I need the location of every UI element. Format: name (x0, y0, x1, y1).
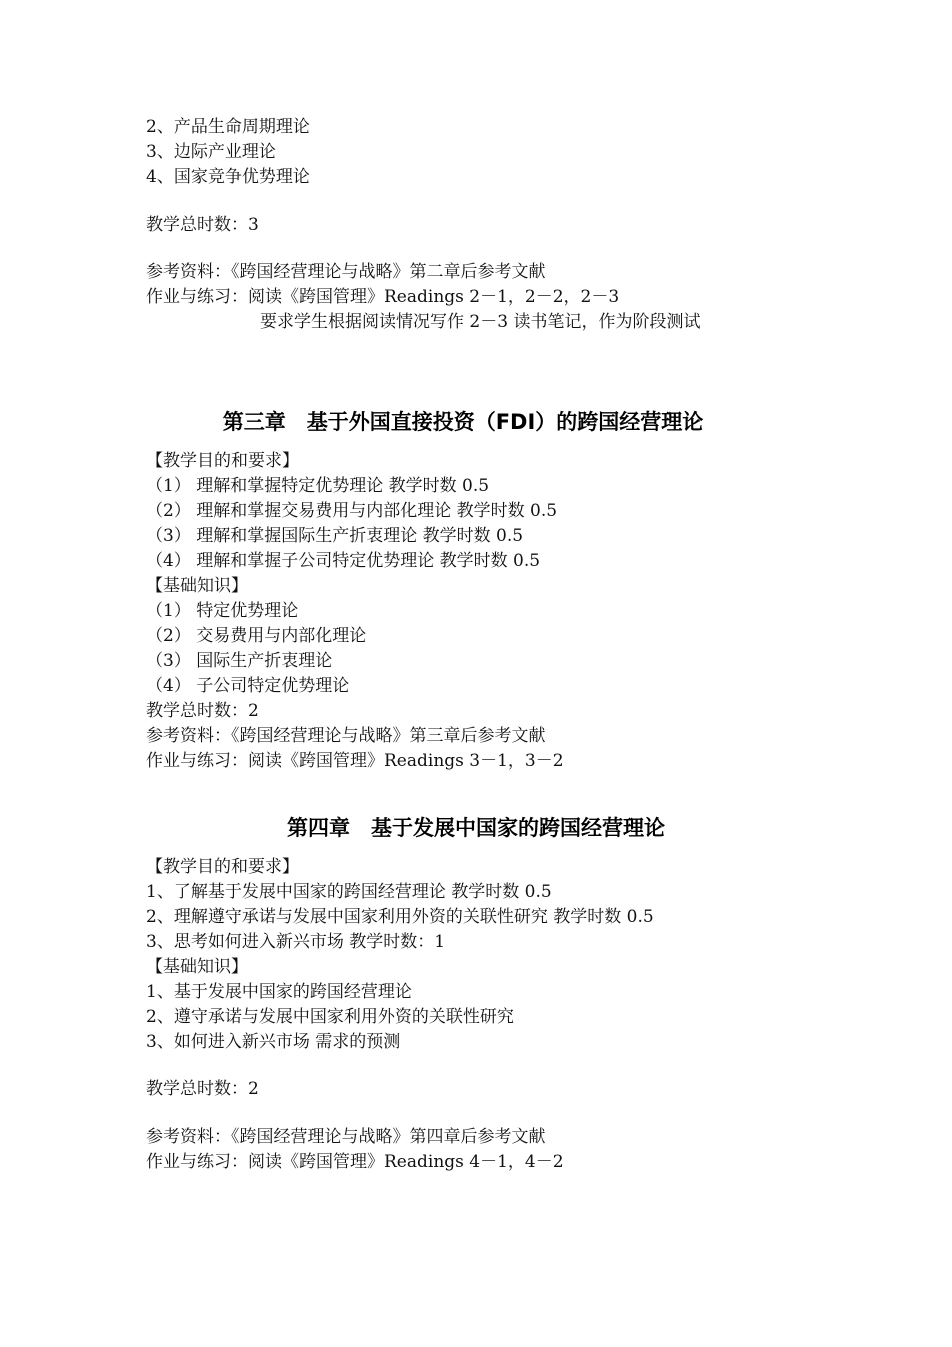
total-hours: 教学总时数：3 (146, 215, 259, 235)
homework: 作业与练习：阅读《跨国管理》Readings 2－1，2－2，2－3 (146, 287, 620, 307)
list-item: 4、国家竞争优势理论 (146, 167, 310, 187)
basics-item: （4） 子公司特定优势理论 (146, 676, 350, 696)
references: 参考资料：《跨国经营理论与战略》第四章后参考文献 (146, 1127, 546, 1147)
chapter-4-title: 第四章 基于发展中国家的跨国经营理论 (287, 816, 665, 840)
goals-label: 【教学目的和要求】 (146, 857, 299, 877)
basics-item: 2、遵守承诺与发展中国家利用外资的关联性研究 (146, 1007, 514, 1027)
goal-item: 3、思考如何进入新兴市场 教学时数：1 (146, 932, 446, 952)
basics-label: 【基础知识】 (146, 576, 248, 596)
goal-item: （3） 理解和掌握国际生产折衷理论 教学时数 0.5 (146, 526, 524, 546)
list-item: 3、边际产业理论 (146, 142, 276, 162)
total-hours: 教学总时数：2 (146, 1079, 259, 1099)
goal-item: 2、理解遵守承诺与发展中国家利用外资的关联性研究 教学时数 0.5 (146, 907, 654, 927)
homework: 作业与练习：阅读《跨国管理》Readings 4－1，4－2 (146, 1152, 564, 1172)
basics-item: （2） 交易费用与内部化理论 (146, 626, 367, 646)
basics-item: （1） 特定优势理论 (146, 601, 299, 621)
goal-item: 1、了解基于发展中国家的跨国经营理论 教学时数 0.5 (146, 882, 552, 902)
total-hours: 教学总时数：2 (146, 701, 259, 721)
basics-item: （3） 国际生产折衷理论 (146, 651, 333, 671)
basics-item: 3、如何进入新兴市场 需求的预测 (146, 1032, 401, 1052)
basics-label: 【基础知识】 (146, 957, 248, 977)
homework: 作业与练习：阅读《跨国管理》Readings 3－1，3－2 (146, 751, 564, 771)
goal-item: （1） 理解和掌握特定优势理论 教学时数 0.5 (146, 476, 490, 496)
homework-note: 要求学生根据阅读情况写作 2－3 读书笔记，作为阶段测试 (260, 312, 701, 332)
goal-item: （2） 理解和掌握交易费用与内部化理论 教学时数 0.5 (146, 501, 558, 521)
goal-item: （4） 理解和掌握子公司特定优势理论 教学时数 0.5 (146, 551, 541, 571)
list-item: 2、产品生命周期理论 (146, 117, 310, 137)
goals-label: 【教学目的和要求】 (146, 451, 299, 471)
basics-item: 1、基于发展中国家的跨国经营理论 (146, 982, 412, 1002)
references: 参考资料：《跨国经营理论与战略》第三章后参考文献 (146, 726, 546, 746)
references: 参考资料：《跨国经营理论与战略》第二章后参考文献 (146, 262, 546, 282)
chapter-3-title: 第三章 基于外国直接投资（FDI）的跨国经营理论 (222, 410, 704, 434)
